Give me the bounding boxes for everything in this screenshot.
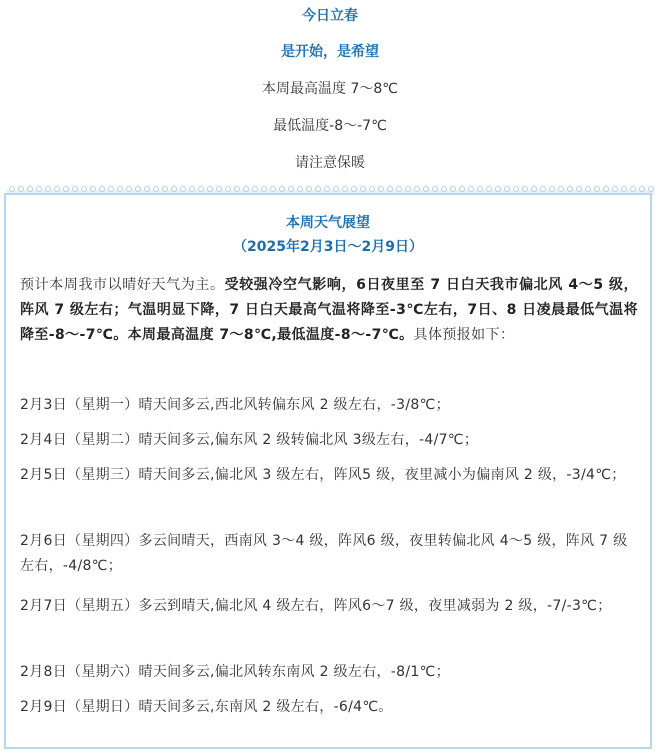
divider-dot: [603, 186, 608, 191]
divider-dot: [495, 186, 500, 191]
divider-dot: [288, 186, 293, 191]
divider-dot: [504, 186, 509, 191]
divider-dot: [360, 186, 365, 191]
divider-dot: [27, 186, 32, 191]
divider-dot: [576, 186, 581, 191]
forecast-day-2: 2月4日（星期二）晴天间多云,偏东风 2 级转偏北风 3级左右，-4/7℃；: [20, 432, 479, 448]
divider-dot: [378, 186, 383, 191]
divider-dot: [513, 186, 518, 191]
divider-dot: [180, 186, 185, 191]
divider-dot: [216, 186, 221, 191]
divider-dot: [396, 186, 401, 191]
forecast-day-5: 2月7日（星期五）多云到晴天,偏北风 4 级左右，阵风6～7 级，夜里减弱为 2 级，-7/-3℃；: [20, 598, 612, 614]
divider-dot: [63, 186, 68, 191]
divider-dot: [405, 186, 410, 191]
divider-dot: [531, 186, 536, 191]
forecast-day-6: 2月8日（星期六）晴天间多云,偏北风转东南风 2 级左右，-8/1℃；: [20, 664, 450, 680]
divider-dot: [648, 186, 653, 191]
divider-dot: [549, 186, 554, 191]
divider-dot: [54, 186, 59, 191]
divider-dot: [315, 186, 320, 191]
divider-dot: [144, 186, 149, 191]
intro-tail: 具体预报如下：: [413, 327, 515, 343]
divider-dot: [459, 186, 464, 191]
divider-dot: [297, 186, 302, 191]
divider-dot: [639, 186, 644, 191]
divider-dot: [594, 186, 599, 191]
divider-dot: [126, 186, 131, 191]
divider-dot: [9, 186, 14, 191]
divider-dot: [468, 186, 473, 191]
divider-dot: [234, 186, 239, 191]
divider-dot: [333, 186, 338, 191]
divider-dot: [450, 186, 455, 191]
divider-dot: [342, 186, 347, 191]
divider-dot: [387, 186, 392, 191]
divider-dot: [621, 186, 626, 191]
divider-dot: [567, 186, 572, 191]
divider-dot: [612, 186, 617, 191]
divider-dot: [630, 186, 635, 191]
divider-dot: [585, 186, 590, 191]
divider-dot: [99, 186, 104, 191]
divider-dot: [36, 186, 41, 191]
header-low-temp: 最低温度-8～-7℃: [273, 118, 387, 134]
divider-dot: [18, 186, 23, 191]
divider-dot: [306, 186, 311, 191]
divider-dot: [432, 186, 437, 191]
forecast-day-3: 2月5日（星期三）晴天间多云,偏北风 3 级左右，阵风5 级，夜里减小为偏南风 2 级，-3/4℃；: [20, 467, 626, 483]
intro-bold: 受较强冷空气影响，6日夜里至 7 日白天我市偏北风 4～5 级，阵风 7 级左右；气温明显下降，7 日白天最高气温将降至-3℃左右，7日、8 日凌晨最低气温将降至-8～-7℃。本周最高温度 7～8℃,最低温度-8～-7℃。: [20, 277, 638, 343]
divider-dot: [414, 186, 419, 191]
outlook-intro: [20, 273, 638, 348]
divider-dot: [198, 186, 203, 191]
divider-dot: [153, 186, 158, 191]
divider-dot: [270, 186, 275, 191]
forecast-day-1: 2月3日（星期一）晴天间多云,西北风转偏东风 2 级左右，-3/8℃；: [20, 397, 450, 413]
header-title: 今日立春: [302, 8, 358, 24]
divider-dot: [108, 186, 113, 191]
divider-dot: [45, 186, 50, 191]
divider-dot: [351, 186, 356, 191]
header-subtitle: 是开始，是希望: [281, 44, 379, 60]
weather-outlook-panel: [4, 193, 652, 749]
forecast-day-7: 2月9日（星期日）晴天间多云,东南风 2 级左右，-6/4℃。: [20, 699, 393, 715]
divider-dot: [90, 186, 95, 191]
header-high-temp: 本周最高温度 7～8℃: [262, 81, 398, 97]
divider-dot: [279, 186, 284, 191]
header-reminder: 请注意保暖: [295, 155, 365, 171]
divider-dot: [486, 186, 491, 191]
divider-dot: [117, 186, 122, 191]
divider-dot: [369, 186, 374, 191]
divider-dot: [162, 186, 167, 191]
divider-dot: [558, 186, 563, 191]
divider-dot: [261, 186, 266, 191]
divider-dot: [252, 186, 257, 191]
divider-dot: [135, 186, 140, 191]
intro-header: [0, 0, 660, 186]
divider-dot: [441, 186, 446, 191]
divider-dot: [423, 186, 428, 191]
divider-dot: [522, 186, 527, 191]
divider-dot: [477, 186, 482, 191]
divider-dot: [225, 186, 230, 191]
divider-dot: [243, 186, 248, 191]
divider-dot: [81, 186, 86, 191]
divider-dot: [171, 186, 176, 191]
outlook-title: 本周天气展望: [286, 215, 370, 231]
divider-dot: [207, 186, 212, 191]
divider-dot: [540, 186, 545, 191]
divider-dot: [324, 186, 329, 191]
divider-dot: [189, 186, 194, 191]
outlook-date-range: （2025年2月3日～2月9日）: [233, 239, 423, 255]
divider-dot: [72, 186, 77, 191]
forecast-day-4: 2月6日（星期四）多云间晴天，西南风 3～4 级，阵风6 级，夜里转偏北风 4～5 级，阵风 7 级左右，-4/8℃；: [20, 533, 628, 574]
intro-plain: 预计本周我市以晴好天气为主。: [20, 277, 225, 293]
